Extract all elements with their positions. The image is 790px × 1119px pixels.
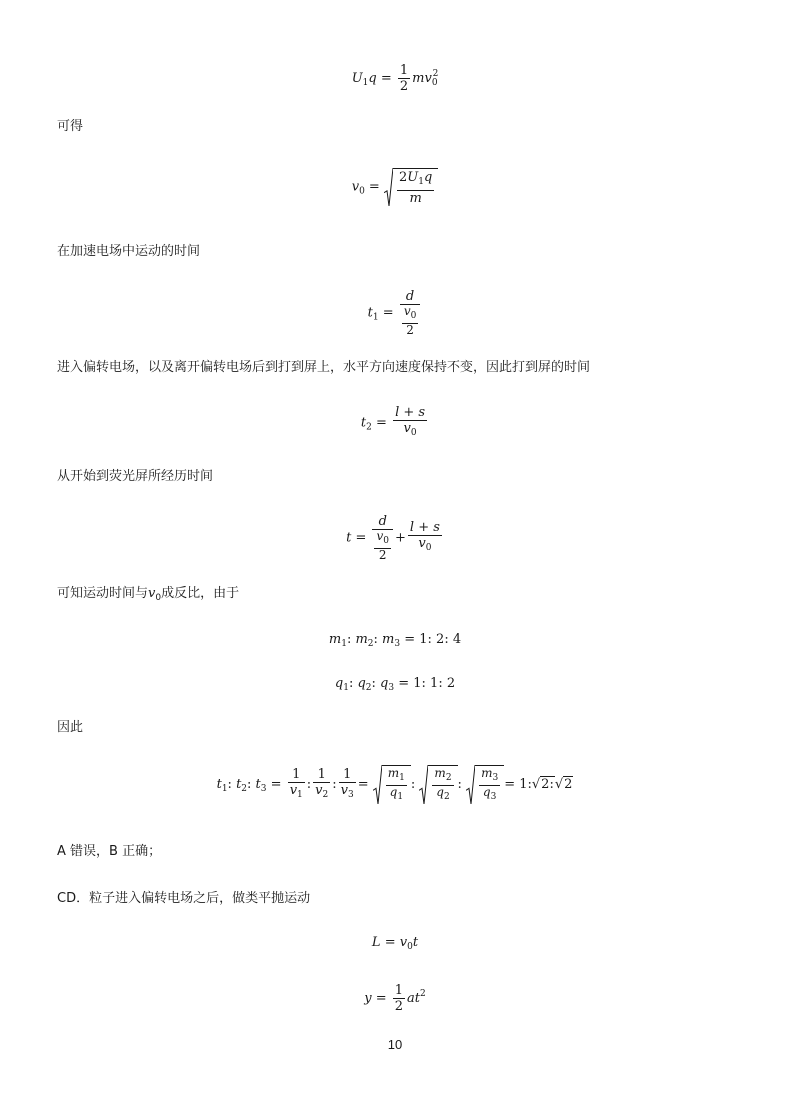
equation-t2: $t_2$ = $\frac{l + s}{v_0}$: [0, 405, 790, 441]
charge-ratio-value: 1: 1: 2: [413, 676, 456, 691]
paragraph-text: 进入偏转电场，以及离开偏转电场后到打到屏上，水平方向速度保持不变，因此打到屏的时间: [57, 360, 591, 375]
mass-ratio-value: 1: 2: 4: [419, 632, 462, 647]
time-ratio-part: 2: [564, 777, 573, 792]
paragraph-text: CD．粒子进入偏转电场之后，做类平抛运动: [57, 891, 311, 906]
paragraph-text: 因此: [57, 720, 84, 735]
equation-vertical: y = $\frac{1}{2}$ $at^2$: [364, 983, 426, 1014]
equation-velocity: $v_0$ = $\frac{2U_1q}{m}$: [0, 168, 790, 206]
equation-mass-ratio: $m_1$: $m_2$: $m_3 = 1$: 2: 4: [328, 632, 462, 649]
paragraph-text: 在加速电场中运动的时间: [57, 244, 201, 259]
paragraph-text-prefix: 可知运动时间与: [57, 586, 149, 601]
paragraph-text-suffix: 成反比，由于: [161, 586, 240, 601]
paragraph-text: 从开始到荧光屏所经历时间: [57, 469, 214, 484]
equation-t1: $t_1$ = $\frac{d}{\frac{v_0}{2}}$: [0, 289, 790, 337]
time-ratio-part: 1:: [519, 777, 532, 792]
page-number: 10: [387, 1037, 403, 1052]
paragraph-text: 可得: [57, 119, 84, 134]
paragraph-text: 可知运动时间与$v_0$成反比，由于: [57, 586, 240, 603]
equation-total-time: t = $\frac{d}{\frac{v_0}{2}}$ + $\frac{l + s}{v_0}$: [346, 514, 440, 562]
equation-charge-ratio: $q_1$: $q_2$: $q_3 = 1$: 1: 2: [334, 676, 456, 693]
equation-time-ratio: $t_1$: $t_2$: $t_3$ = $\frac{1}{v_1}$ : $\frac{1}{v_2}$ : $\frac{1}{v_3}$ = $\frac{m_1}{q_1}$ : $\frac{m_2}{q_2}$ : $\frac{m_3}{q_3}$ = 1:√2:√2: [216, 766, 573, 802]
paragraph-text: A 错误，B 正确；: [57, 844, 162, 859]
equation-horizontal: $L = v_0t$: [371, 935, 419, 952]
equation-energy: $U_1q$ = $\frac{1}{2}$ $mv_0^2$: [351, 63, 439, 94]
time-ratio-part: 2:: [541, 777, 554, 792]
